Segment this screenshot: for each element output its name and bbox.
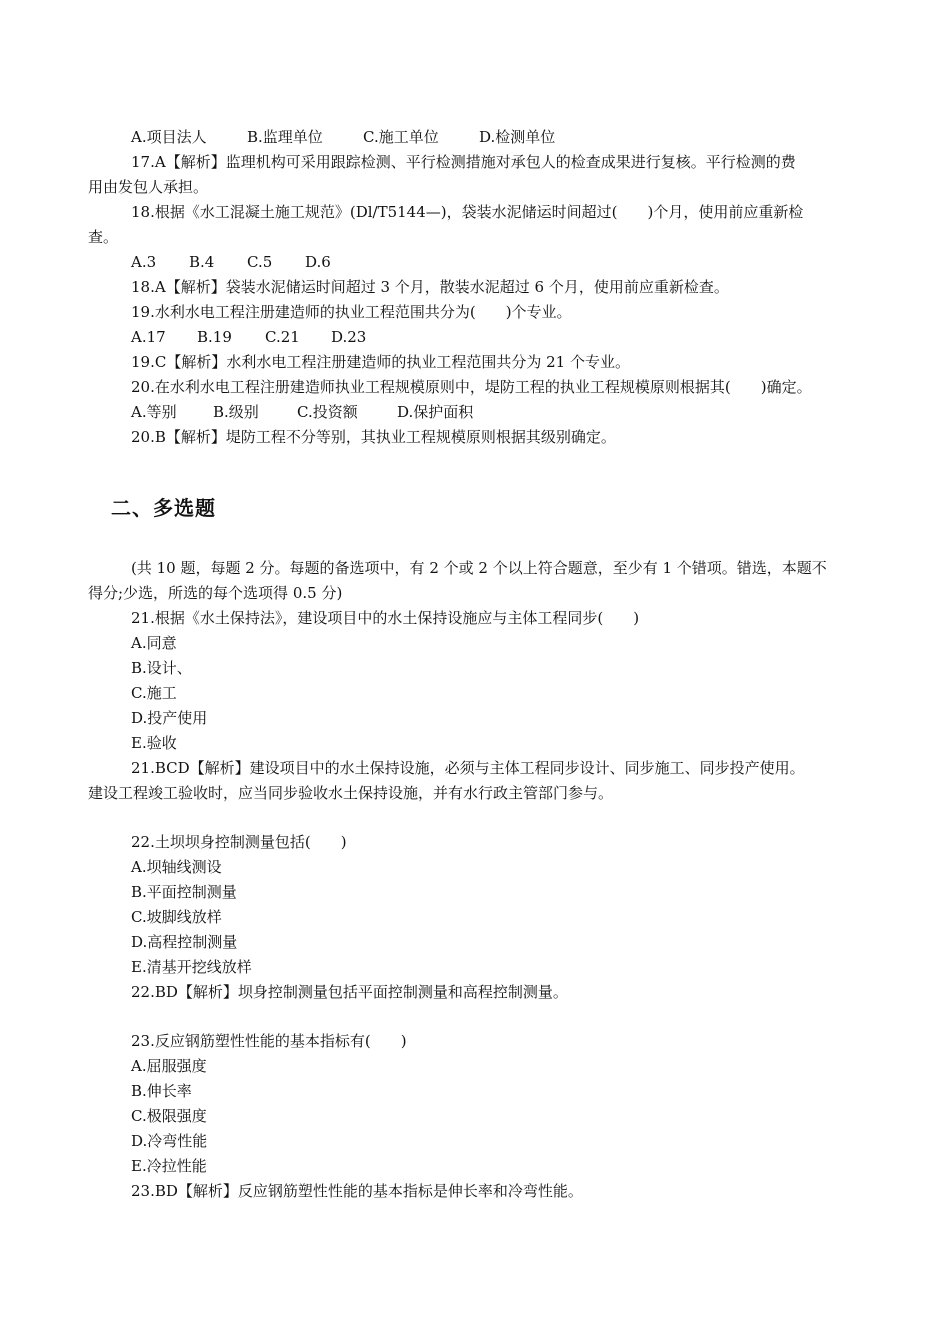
option: D.23 bbox=[331, 328, 367, 346]
option: A.17 bbox=[131, 328, 166, 346]
option: B.设计、 bbox=[131, 659, 192, 677]
option: D.冷弯性能 bbox=[131, 1132, 208, 1150]
option: D.检测单位 bbox=[479, 128, 556, 146]
option: A.坝轴线测设 bbox=[131, 858, 222, 876]
question-text: 23.反应钢筋塑性性能的基本指标有( ) bbox=[131, 1032, 407, 1050]
option: B.伸长率 bbox=[131, 1082, 192, 1100]
answer-explanation: 18.A【解析】袋装水泥储运时间超过 3 个月，散装水泥超过 6 个月，使用前应重新检查。 bbox=[131, 278, 729, 296]
section-title: 二、多选题 bbox=[111, 496, 216, 520]
section-intro: (共 10 题，每题 2 分。每题的备选项中，有 2 个或 2 个以上符合题意，至少有 1 个错项。错选，本题不 bbox=[131, 559, 827, 577]
q20-options bbox=[131, 401, 473, 423]
option: C.施工 bbox=[131, 684, 177, 702]
answer-explanation: 22.BD【解析】坝身控制测量包括平面控制测量和高程控制测量。 bbox=[131, 983, 568, 1001]
option: C.5 bbox=[247, 253, 273, 271]
section-intro: 得分;少选，所选的每个选项得 0.5 分) bbox=[88, 584, 343, 602]
answer-explanation: 20.B【解析】堤防工程不分等别，其执业工程规模原则根据其级别确定。 bbox=[131, 428, 616, 446]
option: A.屈服强度 bbox=[131, 1057, 207, 1075]
question-text: 18.根据《水工混凝土施工规范》(Dl/T5144—)，袋装水泥储运时间超过( )个月，使用前应重新检 bbox=[131, 203, 804, 221]
option: B.平面控制测量 bbox=[131, 883, 237, 901]
option: B.4 bbox=[189, 253, 215, 271]
option: A.等别 bbox=[131, 403, 177, 421]
option: C.施工单位 bbox=[363, 128, 439, 146]
option: A.项目法人 bbox=[131, 128, 207, 146]
option: C.坡脚线放样 bbox=[131, 908, 222, 926]
answer-explanation: 21.BCD【解析】建设项目中的水土保持设施，必须与主体工程同步设计、同步施工、同步投产使用。 bbox=[131, 759, 805, 777]
option: D.保护面积 bbox=[397, 403, 474, 421]
answer-explanation: 用由发包人承担。 bbox=[88, 178, 209, 196]
answer-explanation: 19.C【解析】水利水电工程注册建造师的执业工程范围共分为 21 个专业。 bbox=[131, 353, 630, 371]
question-text: 查。 bbox=[88, 228, 119, 246]
question-text: 20.在水利水电工程注册建造师执业工程规模原则中，堤防工程的执业工程规模原则根据其( )确定。 bbox=[131, 378, 812, 396]
option: E.验收 bbox=[131, 734, 177, 752]
question-text: 19.水利水电工程注册建造师的执业工程范围共分为( )个专业。 bbox=[131, 303, 572, 321]
answer-explanation: 建设工程竣工验收时，应当同步验收水土保持设施，并有水行政主管部门参与。 bbox=[88, 784, 614, 802]
q16-options bbox=[131, 126, 555, 148]
option: C.投资额 bbox=[297, 403, 358, 421]
q19-options bbox=[131, 326, 366, 348]
option: D.6 bbox=[305, 253, 331, 271]
option: D.投产使用 bbox=[131, 709, 208, 727]
option: B.级别 bbox=[213, 403, 259, 421]
option: A.同意 bbox=[131, 634, 177, 652]
option: E.冷拉性能 bbox=[131, 1157, 207, 1175]
option: C.21 bbox=[265, 328, 300, 346]
answer-explanation: 23.BD【解析】反应钢筋塑性性能的基本指标是伸长率和冷弯性能。 bbox=[131, 1182, 583, 1200]
option: B.监理单位 bbox=[247, 128, 323, 146]
option: A.3 bbox=[131, 253, 157, 271]
option: B.19 bbox=[197, 328, 232, 346]
q18-options bbox=[131, 251, 331, 273]
question-text: 21.根据《水土保持法》，建设项目中的水土保持设施应与主体工程同步( ) bbox=[131, 609, 640, 627]
option: E.清基开挖线放样 bbox=[131, 958, 252, 976]
question-text: 22.土坝坝身控制测量包括( ) bbox=[131, 833, 347, 851]
option: D.高程控制测量 bbox=[131, 933, 238, 951]
answer-explanation: 17.A【解析】监理机构可采用跟踪检测、平行检测措施对承包人的检查成果进行复核。平行检测的费 bbox=[131, 153, 796, 171]
option: C.极限强度 bbox=[131, 1107, 207, 1125]
